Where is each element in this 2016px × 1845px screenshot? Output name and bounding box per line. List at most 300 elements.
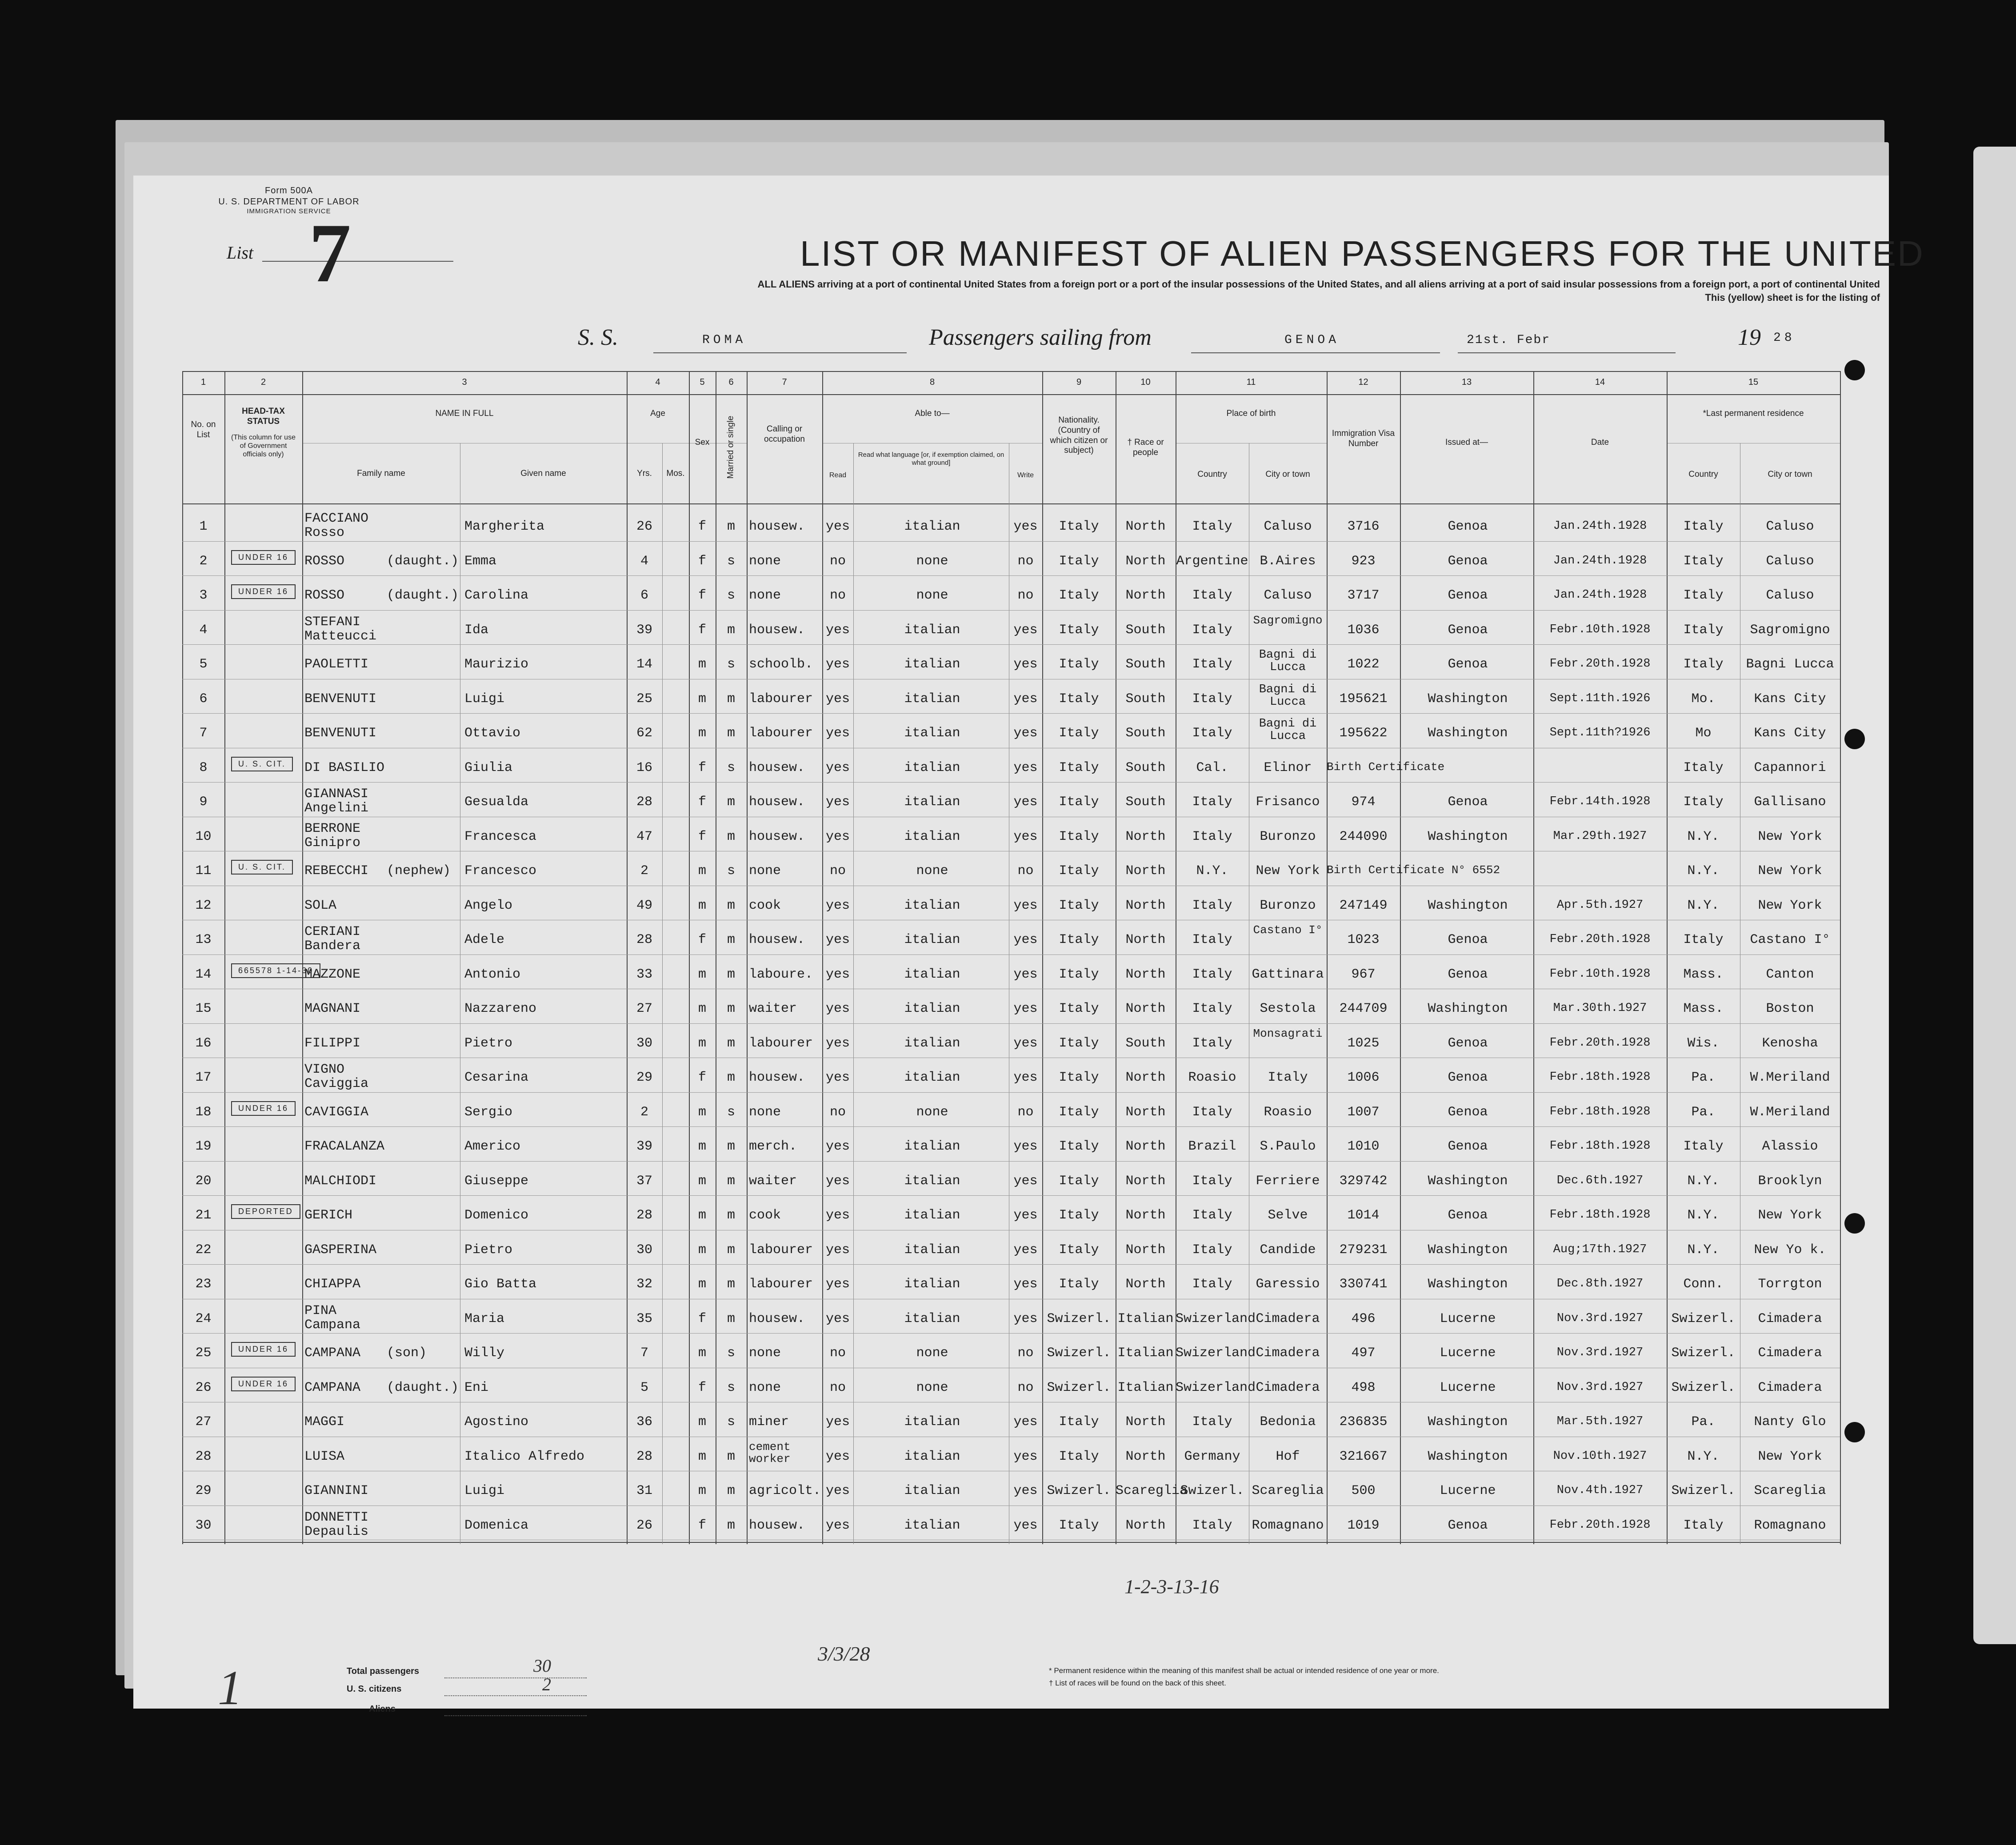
cell-occupation: none (749, 863, 781, 879)
cell-can-write: yes (1013, 1277, 1038, 1292)
cell-race: South (1125, 726, 1166, 741)
header-name-in-full: NAME IN FULL (435, 409, 494, 418)
row-rule (182, 644, 1840, 645)
cell-visa-number: 967 (1351, 966, 1376, 982)
department: U. S. DEPARTMENT OF LABOR (218, 197, 360, 207)
cell-marital-status: m (727, 795, 735, 810)
cell-residence-country: N.Y. (1687, 1173, 1720, 1189)
cell-occupation: labourer (749, 726, 813, 741)
cell-residence-country: Pa. (1691, 1414, 1716, 1430)
cell-residence-city: Kans City (1754, 691, 1826, 707)
cell-can-read: yes (825, 1449, 850, 1464)
row-rule (182, 713, 1840, 714)
cell-can-read: yes (825, 691, 850, 707)
cell-nationality: Italy (1059, 553, 1099, 569)
cell-issued-at: Washington (1428, 726, 1508, 741)
cell-nationality: Swizerl. (1047, 1346, 1111, 1361)
cell-age-years: 30 (636, 1242, 652, 1258)
cell-birth-country: Italy (1192, 519, 1232, 534)
header-head-tax-note: (This column for use of Government officials only) (231, 434, 296, 459)
cell-family-name: MALCHIODI (304, 1173, 377, 1189)
cell-birth-country: Germany (1184, 1449, 1240, 1464)
cell-sex: m (698, 966, 706, 982)
cell-occupation: labourer (749, 691, 813, 707)
cell-can-read: yes (825, 898, 850, 913)
cell-issue-date: Jan.24th.1928 (1553, 519, 1647, 533)
cell-occupation: cook (749, 898, 781, 913)
head-tax-stamp: 665578 1-14-30 (231, 963, 320, 978)
cell-issued-at: Genoa (1448, 588, 1488, 603)
col-rule (1042, 371, 1043, 1544)
row-rule (182, 1092, 1840, 1093)
cell-visa-number: 1023 (1347, 932, 1380, 947)
header-age: Age (650, 409, 665, 418)
cell-issue-date: Febr.10th.1928 (1549, 967, 1651, 981)
cell-given-name: Giulia (464, 760, 513, 775)
cell-visa-number: 330741 (1339, 1277, 1388, 1292)
cell-sex: f (698, 1518, 706, 1533)
cell-race: North (1125, 863, 1166, 879)
cell-age-years: 28 (636, 795, 652, 810)
cell-can-write: yes (1013, 898, 1038, 913)
cell-occupation: none (749, 1380, 781, 1395)
row-rule (182, 954, 1840, 955)
port-name: GENOA (1284, 333, 1340, 347)
cell-issue-date: Febr.10th.1928 (1549, 623, 1651, 636)
cell-sex: m (698, 898, 706, 913)
cell-family-name: FACCIANO (304, 511, 369, 526)
corner-mark: 1 (218, 1661, 242, 1715)
header-mos: Mos. (666, 469, 685, 478)
cell-given-name: Angelo (464, 898, 513, 913)
cell-birth-city: Bagni di Lucca (1259, 683, 1317, 709)
cell-row-number: 21 (195, 1208, 212, 1223)
col-rule (747, 371, 748, 1544)
cell-row-number: 24 (195, 1311, 212, 1326)
cell-visa-number: 1019 (1347, 1518, 1380, 1533)
cell-issue-date: Mar.29th.1927 (1553, 829, 1647, 843)
cell-read-language: italian (904, 966, 960, 982)
cell-age-years: 28 (636, 932, 652, 947)
cell-row-number: 20 (195, 1173, 212, 1189)
port-underline (1191, 352, 1440, 353)
cell-residence-country: Italy (1683, 519, 1724, 534)
cell-race: South (1125, 795, 1166, 810)
col-rule (822, 371, 823, 1544)
cell-given-name: Gio Batta (464, 1277, 537, 1292)
column-number: 3 (462, 377, 467, 387)
cell-birth-city: Monsagrati (1253, 1026, 1323, 1040)
header-no-on-list: No. on List (191, 420, 216, 439)
cell-nationality: Italy (1059, 1139, 1099, 1154)
cell-issued-at: Genoa (1448, 519, 1488, 534)
cell-sex: m (698, 726, 706, 741)
cell-issue-date: Nov.3rd.1927 (1556, 1311, 1644, 1325)
cell-residence-country: Mass. (1683, 1001, 1724, 1016)
cell-family-name: CERIANI (304, 924, 361, 939)
cell-relationship: (nephew) (387, 863, 451, 879)
cell-occupation: housew. (749, 760, 805, 775)
cell-visa-number: 279231 (1339, 1242, 1388, 1258)
cell-can-read: no (829, 863, 846, 879)
col-rule (689, 371, 690, 1544)
cell-race: Italian (1117, 1380, 1174, 1395)
cell-sex: m (698, 1035, 706, 1051)
total-passengers-label: Total passengers (347, 1666, 420, 1676)
cell-nationality: Italy (1059, 726, 1099, 741)
cell-row-number: 9 (199, 795, 208, 810)
cell-can-read: yes (825, 1173, 850, 1189)
cell-row-number: 14 (195, 966, 212, 982)
header-sex: Sex (695, 438, 710, 447)
cell-marital-status: s (727, 1104, 735, 1120)
cell-issued-at: Lucerne (1440, 1483, 1496, 1498)
cell-birth-city: B.Aires (1260, 553, 1316, 569)
column-number: 1 (200, 377, 206, 387)
cell-family-name: BERRONE (304, 821, 361, 836)
cell-birth-country: Swizerland (1176, 1311, 1256, 1326)
cell-age-years: 49 (636, 898, 652, 913)
cell-can-read: yes (825, 657, 850, 672)
cell-can-read: yes (825, 1001, 850, 1016)
cell-residence-city: Castano I° (1750, 932, 1830, 947)
cell-age-years: 26 (636, 519, 652, 534)
cell-read-language: italian (904, 1139, 960, 1154)
cell-row-number: 29 (195, 1483, 212, 1498)
cell-race: North (1125, 1277, 1166, 1292)
cell-age-years: 7 (640, 1346, 648, 1361)
header-able-to: Able to— (915, 409, 950, 418)
cell-residence-country: N.Y. (1687, 829, 1720, 844)
cell-occupation: labourer (749, 1277, 813, 1292)
cell-residence-city: Brooklyn (1758, 1173, 1822, 1189)
col-rule (1667, 371, 1668, 1544)
us-citizens-value: 2 (542, 1674, 551, 1694)
cell-nationality: Italy (1059, 1208, 1099, 1223)
cell-issued-at: Washington (1428, 1277, 1508, 1292)
cell-marital-status: m (727, 898, 735, 913)
cell-marital-status: s (727, 657, 735, 672)
cell-nationality: Italy (1059, 657, 1099, 672)
header-bottom-rule (182, 503, 1840, 504)
cell-nationality: Italy (1059, 1449, 1099, 1464)
cell-family-name: BENVENUTI (304, 726, 377, 741)
punch-hole (1844, 1422, 1865, 1442)
cell-issue-date: Febr.20th.1928 (1549, 1518, 1651, 1532)
manifest-title: LIST OR MANIFEST OF ALIEN PASSENGERS FOR THE UNITED (800, 234, 1924, 273)
cell-residence-country: Pa. (1691, 1104, 1716, 1120)
cell-family-name: DONNETTI (304, 1510, 369, 1525)
cell-row-number: 6 (199, 691, 208, 707)
cell-marital-status: m (727, 1070, 735, 1085)
cell-birth-country: Italy (1192, 1208, 1232, 1223)
cell-family-name: PAOLETTI (304, 657, 369, 672)
header-given-name: Given name (520, 469, 566, 478)
cell-issue-date: Mar.30th.1927 (1553, 1002, 1647, 1015)
cell-marital-status: s (727, 1346, 735, 1361)
column-number: 14 (1595, 377, 1605, 387)
cell-nationality: Italy (1059, 519, 1099, 534)
cell-visa-number: 236835 (1339, 1414, 1388, 1430)
cell-marital-status: m (727, 1449, 735, 1464)
cell-age-years: 28 (636, 1208, 652, 1223)
cell-relationship: (daught.) (387, 588, 459, 603)
col-number-rule (182, 394, 1840, 395)
cell-age-years: 29 (636, 1070, 652, 1085)
date-underline (1458, 352, 1676, 353)
head-tax-stamp: UNDER 16 (231, 550, 296, 565)
cell-age-years: 39 (636, 622, 652, 638)
cell-nationality: Swizerl. (1047, 1483, 1111, 1498)
cell-nationality: Italy (1059, 1035, 1099, 1051)
cell-residence-city: Boston (1766, 1001, 1814, 1016)
cell-family-name: MAGGI (304, 1414, 345, 1430)
cell-can-read: no (829, 1104, 846, 1120)
cell-birth-city: Buronzo (1260, 829, 1316, 844)
cell-read-language: italian (904, 1449, 960, 1464)
cell-residence-city: New Yo k. (1754, 1242, 1826, 1258)
cell-residence-country: Italy (1683, 553, 1724, 569)
cell-can-read: yes (825, 1311, 850, 1326)
punch-hole (1844, 729, 1865, 749)
cell-residence-country: Mass. (1683, 966, 1724, 982)
cell-birth-country: Italy (1192, 726, 1232, 741)
col-rule (853, 443, 854, 1544)
cell-age-years: 25 (636, 691, 652, 707)
cell-occupation: housew. (749, 1070, 805, 1085)
cell-birth-city: Sestola (1260, 1001, 1316, 1016)
cell-family-name: MAZZONE (304, 966, 361, 982)
cell-race: North (1125, 966, 1166, 982)
cell-residence-city: New York (1758, 1208, 1822, 1223)
cell-read-language: italian (904, 1518, 960, 1533)
column-number: 12 (1358, 377, 1368, 387)
cell-visa-number: 3717 (1347, 588, 1380, 603)
cell-residence-country: Mo (1695, 726, 1712, 741)
cell-can-read: yes (825, 760, 850, 775)
cell-issued-at: Genoa (1448, 966, 1488, 982)
cell-nationality: Italy (1059, 1518, 1099, 1533)
cell-can-write: yes (1013, 932, 1038, 947)
cell-occupation: labourer (749, 1035, 813, 1051)
col-rule (627, 371, 628, 1544)
cell-sex: m (698, 1104, 706, 1120)
cell-nationality: Italy (1059, 1173, 1099, 1189)
cell-nationality: Italy (1059, 1070, 1099, 1085)
sailing-label: Passengers sailing from (929, 325, 1152, 350)
cell-age-years: 28 (636, 1449, 652, 1464)
cell-issue-date: Aug;17th.1927 (1553, 1242, 1647, 1256)
column-number: 6 (728, 377, 734, 387)
header-birth-city: City or town (1265, 470, 1310, 479)
cell-sex: f (698, 932, 706, 947)
cell-row-number: 27 (195, 1414, 212, 1430)
cell-sex: m (698, 1449, 706, 1464)
cell-birth-city: Cimadera (1256, 1311, 1320, 1326)
cell-read-language: none (916, 863, 948, 879)
cell-sex: m (698, 1483, 706, 1498)
cell-race: North (1125, 1173, 1166, 1189)
cell-sex: m (698, 863, 706, 879)
cell-visa-number: 923 (1351, 553, 1376, 569)
cell-row-number: 11 (195, 863, 212, 879)
us-citizens-label: U. S. citizens (347, 1684, 402, 1694)
cell-can-read: yes (825, 622, 850, 638)
cell-residence-city: Caluso (1766, 519, 1814, 534)
cell-row-number: 5 (199, 657, 208, 672)
cell-issue-date: Nov.3rd.1927 (1556, 1346, 1644, 1359)
cell-issued-at: Washington (1428, 1449, 1508, 1464)
cell-race: North (1125, 1449, 1166, 1464)
cell-issue-date: Febr.18th.1928 (1549, 1139, 1651, 1153)
cell-race: North (1125, 519, 1166, 534)
cell-birth-city: Sagromigno (1253, 613, 1323, 627)
ship-name: ROMA (702, 333, 747, 347)
cell-issued-at: Washington (1428, 1001, 1508, 1016)
cell-can-read: no (829, 1380, 846, 1395)
cell-can-read: yes (825, 795, 850, 810)
cell-residence-city: W.Meriland (1750, 1070, 1830, 1085)
column-number: 11 (1246, 377, 1256, 387)
cell-family-name: GIANNINI (304, 1483, 369, 1498)
cell-residence-city: Caluso (1766, 553, 1814, 569)
year-prefix: 19 (1738, 325, 1761, 350)
cell-nationality: Italy (1059, 1104, 1099, 1120)
header-place-of-birth: Place of birth (1226, 409, 1276, 418)
cell-residence-city: New York (1758, 898, 1822, 913)
cell-occupation: none (749, 553, 781, 569)
cell-given-name: Carolina (464, 588, 529, 603)
cell-residence-city: Capannori (1754, 760, 1826, 775)
cell-residence-city: New York (1758, 863, 1822, 879)
cell-family-name-secondary: Angelini (304, 801, 369, 816)
cell-marital-status: m (727, 1208, 735, 1223)
cell-nationality: Italy (1059, 1277, 1099, 1292)
col-rule (1327, 371, 1328, 1544)
cell-birth-city: Buronzo (1260, 898, 1316, 913)
cell-issue-date: Nov.10th.1927 (1553, 1449, 1647, 1463)
cell-nationality: Italy (1059, 863, 1099, 879)
cell-visa-number: 247149 (1339, 898, 1388, 913)
cell-read-language: none (916, 1380, 948, 1395)
cell-race: North (1125, 1242, 1166, 1258)
cell-residence-country: Wis. (1687, 1035, 1720, 1051)
cell-residence-city: Canton (1766, 966, 1814, 982)
cell-occupation: housew. (749, 795, 805, 810)
cell-nationality: Italy (1059, 1001, 1099, 1016)
cell-family-name: GERICH (304, 1208, 353, 1223)
cell-race: Italian (1117, 1346, 1174, 1361)
cell-birth-country: Italy (1192, 1518, 1232, 1533)
cell-birth-city: Scareglia (1252, 1483, 1324, 1498)
cell-family-name: LUISA (304, 1449, 345, 1464)
cell-race: Italian (1117, 1311, 1174, 1326)
cell-given-name: Italico Alfredo (464, 1449, 585, 1464)
cell-family-name-secondary: Caviggia (304, 1076, 369, 1091)
cell-residence-country: Conn. (1683, 1277, 1724, 1292)
cell-residence-city: Cimadera (1758, 1380, 1822, 1395)
manifest-sheet (133, 176, 1924, 1715)
cell-family-name-secondary: Ginipro (304, 835, 361, 851)
cell-sex: f (698, 519, 706, 534)
cell-age-years: 33 (636, 966, 652, 982)
cell-residence-country: N.Y. (1687, 898, 1720, 913)
cell-residence-country: N.Y. (1687, 1242, 1720, 1258)
cell-read-language: italian (904, 1483, 960, 1498)
cell-given-name: Antonio (464, 966, 521, 982)
cell-row-number: 1 (199, 519, 208, 534)
cell-can-read: yes (825, 1208, 850, 1223)
col-rule (1400, 371, 1401, 1544)
cell-can-write: yes (1013, 1139, 1038, 1154)
cell-read-language: italian (904, 898, 960, 913)
cell-birth-country: Swizerl. (1180, 1483, 1244, 1498)
cell-row-number: 8 (199, 760, 208, 775)
cell-can-read: yes (825, 1414, 850, 1430)
cell-residence-country: Italy (1683, 622, 1724, 638)
ss-label: S. S. (578, 325, 618, 350)
cell-row-number: 23 (195, 1277, 212, 1292)
cell-read-language: italian (904, 1277, 960, 1292)
cell-marital-status: m (727, 966, 735, 982)
cell-row-number: 18 (195, 1104, 212, 1120)
cell-family-name: CHIAPPA (304, 1277, 361, 1292)
cell-can-read: yes (825, 1483, 850, 1498)
cell-read-language: italian (904, 795, 960, 810)
column-number: 4 (655, 377, 660, 387)
cell-marital-status: m (727, 1139, 735, 1154)
cell-occupation: housew. (749, 932, 805, 947)
cell-occupation: housew. (749, 1311, 805, 1326)
cell-can-write: no (1017, 1104, 1034, 1120)
cell-issue-date: Sept.11th?1926 (1549, 726, 1651, 739)
service: IMMIGRATION SERVICE (247, 208, 331, 215)
cell-visa-number: Birth Certificate (1327, 760, 1445, 774)
cell-marital-status: s (727, 588, 735, 603)
cell-nationality: Italy (1059, 898, 1099, 913)
cell-birth-city: Romagnano (1252, 1518, 1324, 1533)
cell-residence-country: Italy (1683, 760, 1724, 775)
cell-sex: f (698, 553, 706, 569)
cell-age-years: 36 (636, 1414, 652, 1430)
cell-visa-number: 496 (1351, 1311, 1376, 1326)
cell-residence-country: N.Y. (1687, 863, 1720, 879)
adjacent-page (1973, 147, 2016, 1644)
cell-issued-at: Genoa (1448, 932, 1488, 947)
cell-can-read: yes (825, 829, 850, 844)
cell-occupation: labourer (749, 1242, 813, 1258)
cell-read-language: none (916, 1104, 948, 1120)
cell-given-name: Francesca (464, 829, 537, 844)
cell-read-language: italian (904, 726, 960, 741)
header-birth-country: Country (1197, 470, 1227, 479)
cell-issued-at: Genoa (1448, 1035, 1488, 1051)
cell-residence-city: Bagni Lucca (1746, 657, 1834, 672)
cell-read-language: italian (904, 1242, 960, 1258)
cell-can-read: no (829, 588, 846, 603)
cell-marital-status: m (727, 691, 735, 707)
cell-residence-country: Mo. (1691, 691, 1716, 707)
cell-race: North (1125, 932, 1166, 947)
cell-can-write: no (1017, 1380, 1034, 1395)
cell-age-years: 37 (636, 1173, 652, 1189)
footnote-races: † List of races will be found on the back of this sheet. (1049, 1679, 1226, 1687)
cell-birth-country: Italy (1192, 1173, 1232, 1189)
header-write: Write (1017, 471, 1034, 479)
cell-residence-country: N.Y. (1687, 1208, 1720, 1223)
cell-relationship: (son) (387, 1346, 427, 1361)
cell-visa-number: 1010 (1347, 1139, 1380, 1154)
